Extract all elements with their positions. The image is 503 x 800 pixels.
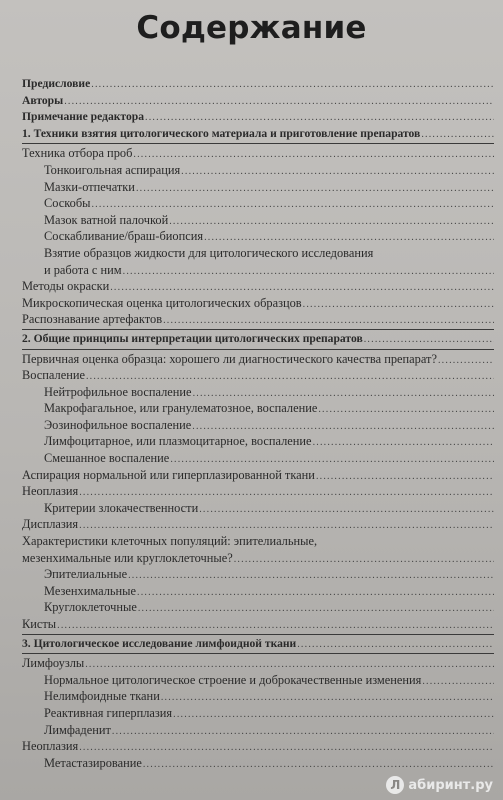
toc-entry [22, 483, 494, 500]
toc-entry [22, 705, 494, 722]
toc-entry [22, 550, 494, 567]
toc-entry [22, 755, 494, 772]
toc-entry-text: Лимфоузлы [22, 656, 85, 671]
toc-leader-dots [57, 618, 494, 635]
toc-entry-text: Техника отбора проб [22, 146, 133, 161]
toc-entry-text: Эозинофильное воспаление [44, 417, 192, 432]
toc-entry [22, 500, 494, 517]
toc-entry [22, 278, 494, 295]
toc-entry [22, 295, 494, 312]
section-divider [22, 653, 494, 654]
toc-entry-text: Смешанное воспаление [44, 451, 170, 466]
toc-entry [22, 245, 494, 262]
toc-entry-text: Кисты [22, 617, 57, 631]
toc-entry-text: Лимфоцитарное, или плазмоцитарное, воспаление [44, 434, 312, 449]
toc-entry [22, 179, 494, 196]
toc-entry-text: мезенхимальные или круглоклеточные? [22, 550, 233, 565]
toc-entry-text: Распознавание артефактов [22, 312, 163, 327]
toc-entry [22, 228, 494, 245]
toc-entry [22, 109, 494, 126]
toc-entry-text: 3. Цитологическое исследование лимфоидной ткани [22, 636, 297, 650]
toc-entry [22, 384, 494, 401]
toc-entry-text: Нормальное цитологическое строение и доброкачественные изменения [44, 672, 422, 687]
toc-entry [22, 351, 494, 368]
toc-entry-text: Соскабливание/браш-биопсия [44, 229, 204, 244]
table-of-contents [22, 76, 494, 771]
toc-leader-dots [91, 77, 494, 94]
toc-entry-text: 1. Техники взятия цитологического материала и приготовление препаратов [22, 126, 421, 140]
toc-entry-text: Авторы [22, 93, 64, 107]
toc-entry-text: Нелимфоидные ткани [44, 689, 160, 704]
section-divider [22, 143, 494, 144]
toc-entry [22, 126, 494, 143]
toc-leader-dots [364, 332, 494, 349]
toc-entry-text: Примечание редактора [22, 110, 145, 124]
toc-entry [22, 76, 494, 93]
toc-entry [22, 450, 494, 467]
toc-entry [22, 722, 494, 739]
toc-entry [22, 145, 494, 162]
toc-entry [22, 516, 494, 533]
toc-entry-text: Неоплазия [22, 484, 79, 499]
toc-entry-text: Тонкоигольная аспирация [44, 162, 181, 177]
toc-entry [22, 688, 494, 705]
toc-entry-text: Методы окраски [22, 279, 110, 294]
toc-leader-dots [297, 637, 494, 654]
toc-entry [22, 417, 494, 434]
toc-entry [22, 566, 494, 583]
toc-entry [22, 212, 494, 229]
toc-entry-text: Мазки-отпечатки [44, 179, 135, 194]
toc-entry-text: Первичная оценка образца: хорошего ли диагностического качества препарат? [22, 351, 437, 366]
toc-entry [22, 262, 494, 279]
toc-leader-dots [145, 110, 494, 127]
toc-entry [22, 599, 494, 616]
labirint-logo-icon: Л [386, 776, 404, 794]
watermark-text: абиринт.ру [408, 777, 493, 793]
toc-entry-text: Соскобы [44, 196, 91, 211]
toc-entry [22, 616, 494, 633]
toc-entry-text: Воспаление [22, 368, 85, 383]
toc-entry-text: Предисловие [22, 77, 91, 90]
toc-entry [22, 93, 494, 110]
toc-entry [22, 162, 494, 179]
page-title: Содержание [136, 10, 367, 46]
toc-entry-text: Мезенхимальные [44, 583, 137, 598]
toc-entry [22, 331, 494, 348]
toc-entry [22, 367, 494, 384]
toc-entry-text: Метастазирование [44, 755, 142, 770]
toc-leader-dots [163, 313, 494, 330]
section-divider [22, 349, 494, 350]
toc-entry [22, 433, 494, 450]
toc-entry-text: Реактивная гиперплазия [44, 705, 173, 720]
toc-entry [22, 195, 494, 212]
toc-entry [22, 400, 494, 417]
toc-leader-dots [421, 127, 494, 144]
toc-entry-text: Дисплазия [22, 517, 79, 532]
toc-entry-text: Неоплазия [22, 739, 79, 754]
toc-entry [22, 467, 494, 484]
toc-entry [22, 583, 494, 600]
toc-entry-text: Мазок ватной палочкой [44, 212, 169, 227]
toc-entry-text: Лимфаденит [44, 722, 111, 737]
watermark [386, 776, 493, 794]
toc-entry-text: Характеристики клеточных популяций: эпителиальные, [22, 534, 318, 549]
toc-entry-text: Взятие образцов жидкости для цитологического исследования [44, 245, 374, 260]
toc-leader-dots [143, 757, 494, 774]
toc-entry [22, 738, 494, 755]
toc-entry-text: Эпителиальные [44, 567, 128, 582]
toc-entry [22, 533, 494, 550]
toc-entry [22, 311, 494, 328]
toc-entry-text: Макрофагальное, или гранулематозное, воспаление [44, 401, 318, 416]
toc-entry [22, 672, 494, 689]
toc-entry-text: и работа с ним [44, 262, 122, 277]
toc-entry [22, 655, 494, 672]
toc-entry-text: Нейтрофильное воспаление [44, 384, 192, 399]
toc-entry [22, 636, 494, 653]
toc-entry-text: Критерии злокачественности [44, 500, 199, 515]
toc-entry-text: Микроскопическая оценка цитологических образцов [22, 295, 302, 310]
toc-entry-text: 2. Общие принципы интерпретации цитологических препаратов [22, 331, 363, 345]
toc-entry-text: Аспирация нормальной или гиперплазированной ткани [22, 467, 315, 482]
toc-leader-dots [64, 94, 494, 111]
toc-entry-text: Круглоклеточные [44, 600, 137, 615]
